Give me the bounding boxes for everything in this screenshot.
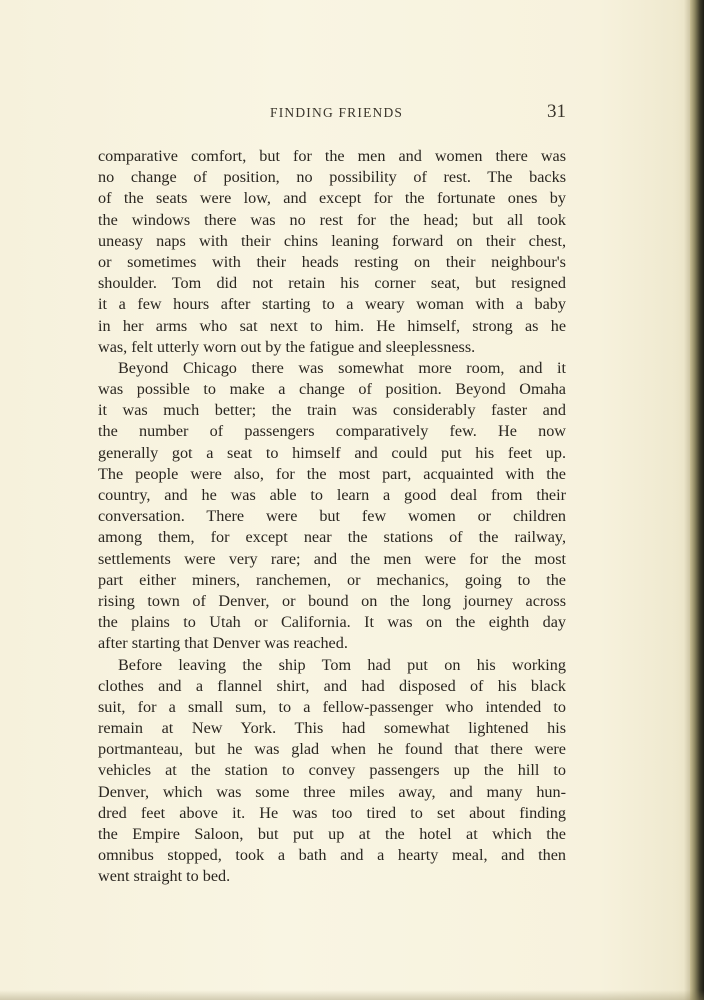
text-line: shoulder. Tom did not retain his corner seat, but resigned [98,274,566,293]
chapter-title: FINDING FRIENDS [270,105,404,120]
text-line: generally got a seat to himself and could put his feet up. [98,443,566,462]
text-line: clothes and a flannel shirt, and had disposed of his black [98,676,566,695]
text-line: the number of passengers comparatively few. He now [98,422,566,441]
text-line: rising town of Denver, or bound on the long journey across [98,591,566,610]
text-line: suit, for a small sum, to a fellow-passenger who intended to [98,697,566,716]
text-line: among them, for except near the stations of the railway, [98,528,566,547]
text-line: uneasy naps with their chins leaning forward on their chest, [98,231,566,250]
paragraph-start-line: Before leaving the ship Tom had put on his working [118,655,566,674]
text-line: Denver, which was some three miles away, and many hun- [98,782,566,801]
text-line: was, felt utterly worn out by the fatigue and sleeplessness. [98,337,476,356]
paragraph-start-line: Beyond Chicago there was somewhat more room, and it [118,358,566,377]
text-line: it was much better; the train was considerably faster and [98,401,566,420]
text-line: remain at New York. This had somewhat lightened his [98,719,566,738]
body-text [98,146,566,888]
text-line: dred feet above it. He was too tired to set about finding [98,803,566,822]
text-line: portmanteau, but he was glad when he found that there were [98,740,566,759]
text-line: no change of position, no possibility of rest. The backs [98,168,566,187]
text-line: the Empire Saloon, but put up at the hotel at which the [98,825,566,843]
text-line: went straight to bed. [98,867,231,886]
text-line: country, and he was able to learn a good deal from their [98,486,566,504]
text-line: the plains to Utah or California. It was on the eighth day [98,613,566,632]
text-line: or sometimes with their heads resting on their neighbour's [98,252,566,271]
text-line: comparative comfort, but for the men and women there was [98,147,566,165]
text-line: settlements were very rare; and the men were for the most [98,549,566,568]
text-line: part either miners, ranchemen, or mechanics, going to the [98,570,566,589]
page-bottom-edge [0,990,704,1000]
text-line: after starting that Denver was reached. [98,634,348,653]
text-line: conversation. There were but few women or children [98,507,566,526]
page-number: 31 [547,101,566,122]
text-line: it a few hours after starting to a weary woman with a baby [98,295,566,314]
text-line: The people were also, for the most part, acquainted with the [98,464,566,483]
page-edge [690,0,704,1000]
text-line: in her arms who sat next to him. He himself, strong as he [98,316,566,335]
text-line: the windows there was no rest for the head; but all took [98,210,566,229]
running-head [100,103,566,125]
text-line: of the seats were low, and except for the fortunate ones by [98,189,566,208]
text-line: vehicles at the station to convey passengers up the hill to [98,761,566,780]
text-line: omnibus stopped, took a bath and a hearty meal, and then [98,846,566,865]
text-line: was possible to make a change of position. Beyond Omaha [98,380,566,399]
